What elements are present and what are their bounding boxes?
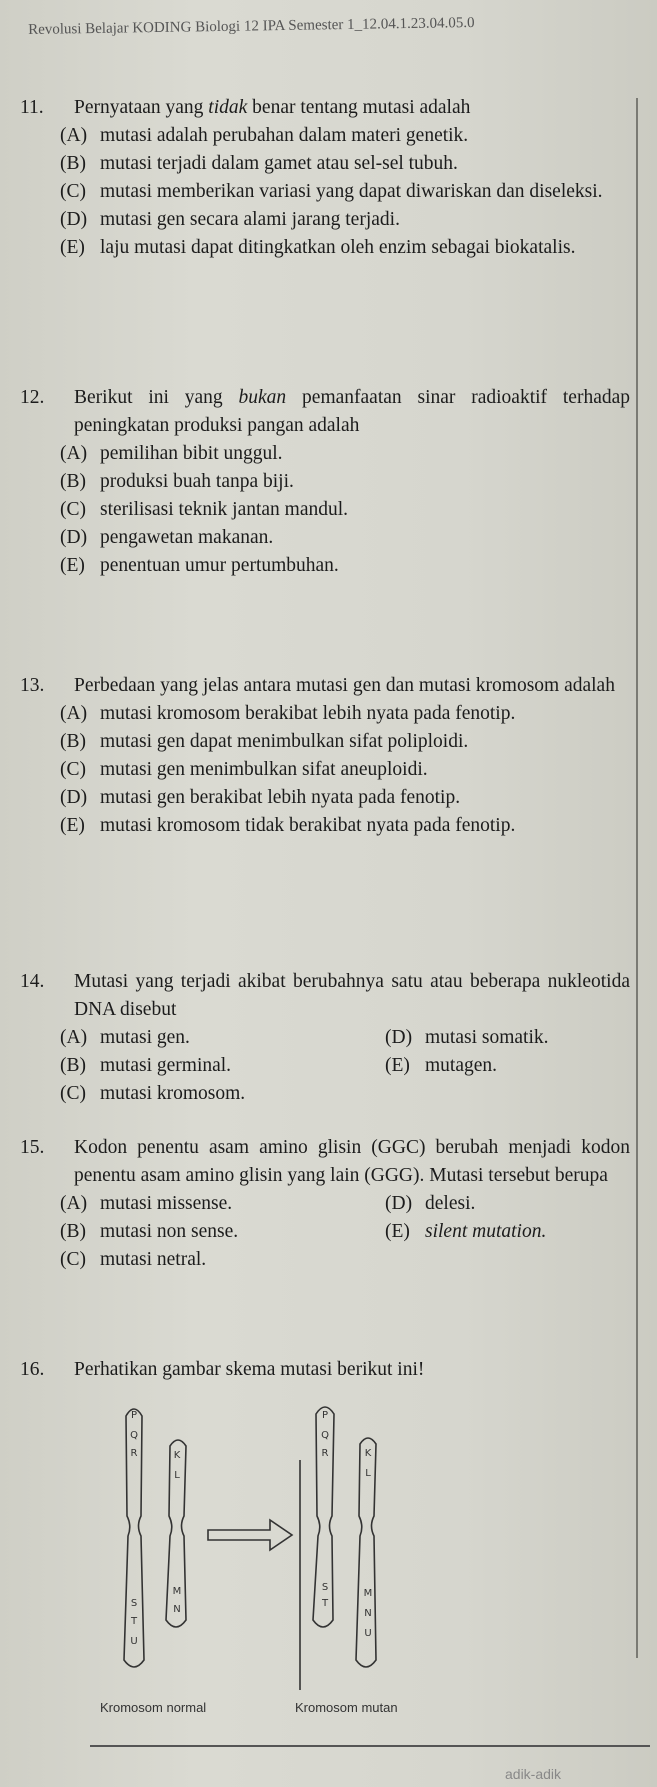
page-header: Revolusi Belajar KODING Biologi 12 IPA Semester 1_12.04.1.23.04.05.0 (28, 14, 475, 38)
option-a[interactable]: (A) mutasi kromosom berakibat lebih nyata pada fenotip. (60, 703, 516, 724)
normal-chromosome-caption: Kromosom normal (100, 1700, 207, 1715)
option-c[interactable]: (C) mutasi netral. (60, 1249, 207, 1270)
gene-label: N (364, 1608, 372, 1619)
footer-watermark: adik-adik (505, 1766, 562, 1782)
option-d[interactable]: (D) mutasi gen secara alami jarang terjadi. (60, 209, 400, 230)
option-b[interactable]: (B) mutasi gen dapat menimbulkan sifat poliploidi. (60, 731, 469, 752)
question-stem: Mutasi yang terjadi akibat berubahnya satu atau beberapa nukleotida DNA disebut (74, 971, 630, 1020)
chromosome-schema (120, 1400, 540, 1700)
question-13 (20, 672, 630, 840)
question-12 (20, 384, 630, 580)
option-c[interactable]: (C) mutasi gen menimbulkan sifat aneuploidi. (60, 759, 428, 780)
option-b[interactable]: (B) mutasi terjadi dalam gamet atau sel-sel tubuh. (60, 153, 458, 174)
question-number: 14. (20, 971, 45, 992)
option-a[interactable]: (A) pemilihan bibit unggul. (60, 443, 283, 464)
gene-label: S (130, 1598, 138, 1609)
option-b[interactable]: (B) mutasi non sense. (60, 1221, 239, 1242)
mutation-diagram (100, 1400, 540, 1730)
gene-label: T (321, 1598, 329, 1609)
gene-label: R (130, 1448, 138, 1459)
gene-label: T (130, 1616, 138, 1627)
question-stem: Perbedaan yang jelas antara mutasi gen dan mutasi kromosom adalah (74, 675, 615, 696)
mutant-chromosome-caption: Kromosom mutan (295, 1700, 398, 1715)
option-b[interactable]: (B) produksi buah tanpa biji. (60, 471, 294, 492)
option-a[interactable]: (A) mutasi adalah perubahan dalam materi genetik. (60, 125, 469, 146)
option-e[interactable]: (E) mutagen. (385, 1055, 498, 1076)
option-d[interactable]: (D) pengawetan makanan. (60, 527, 274, 548)
option-b[interactable]: (B) mutasi germinal. (60, 1055, 232, 1076)
option-c[interactable]: (C) sterilisasi teknik jantan mandul. (60, 499, 349, 520)
bottom-rule (90, 1745, 650, 1747)
question-15 (20, 1134, 630, 1274)
option-d[interactable]: (D) mutasi gen berakibat lebih nyata pada fenotip. (60, 787, 461, 808)
gene-label: P (130, 1410, 138, 1421)
option-e[interactable]: (E) penentuan umur pertumbuhan. (60, 555, 339, 576)
gene-label: P (321, 1410, 329, 1421)
question-14 (20, 968, 630, 1108)
gene-label: K (173, 1450, 181, 1461)
option-a[interactable]: (A) mutasi gen. (60, 1027, 190, 1048)
gene-label: K (364, 1448, 372, 1459)
question-number: 11. (20, 97, 44, 118)
option-d[interactable]: (D) delesi. (385, 1193, 476, 1214)
question-stem: Perhatikan gambar skema mutasi berikut ini! (74, 1359, 425, 1380)
option-d[interactable]: (D) mutasi somatik. (385, 1027, 549, 1048)
gene-label: U (130, 1636, 138, 1647)
gene-label: N (173, 1604, 181, 1615)
gene-label: S (321, 1582, 329, 1593)
question-number: 16. (20, 1359, 45, 1380)
option-c[interactable]: (C) mutasi memberikan variasi yang dapat diwariskan dan diseleksi. (60, 181, 603, 202)
gene-label: R (321, 1448, 329, 1459)
gene-label: L (174, 1470, 180, 1481)
option-e[interactable]: (E) mutasi kromosom tidak berakibat nyata pada fenotip. (60, 815, 516, 836)
gene-label: U (364, 1628, 372, 1639)
question-16 (20, 1356, 630, 1384)
option-e[interactable]: (E) laju mutasi dapat ditingkatkan oleh enzim sebagai biokatalis. (60, 237, 576, 258)
gene-label: M (172, 1586, 182, 1597)
option-a[interactable]: (A) mutasi missense. (60, 1193, 233, 1214)
question-number: 15. (20, 1137, 45, 1158)
gene-label: Q (321, 1430, 329, 1441)
question-stem: Kodon penentu asam amino glisin (GGC) berubah menjadi kodon penentu asam amino glisin yang lain (GGG). Mutasi tersebut berupa (74, 1137, 630, 1186)
gene-label: L (365, 1468, 371, 1479)
gene-label: M (363, 1588, 373, 1599)
question-stem: Pernyataan yang tidak benar tentang mutasi adalah (74, 97, 471, 118)
right-margin-line (636, 98, 638, 1658)
option-c[interactable]: (C) mutasi kromosom. (60, 1083, 246, 1104)
question-stem: Berikut ini yang bukan pemanfaatan sinar radioaktif terhadap peningkatan produksi pangan adalah (74, 387, 631, 436)
question-11 (20, 94, 630, 262)
question-number: 13. (20, 675, 45, 696)
option-e[interactable]: (E) silent mutation. (385, 1221, 547, 1242)
gene-label: Q (130, 1430, 138, 1441)
question-number: 12. (20, 387, 45, 408)
